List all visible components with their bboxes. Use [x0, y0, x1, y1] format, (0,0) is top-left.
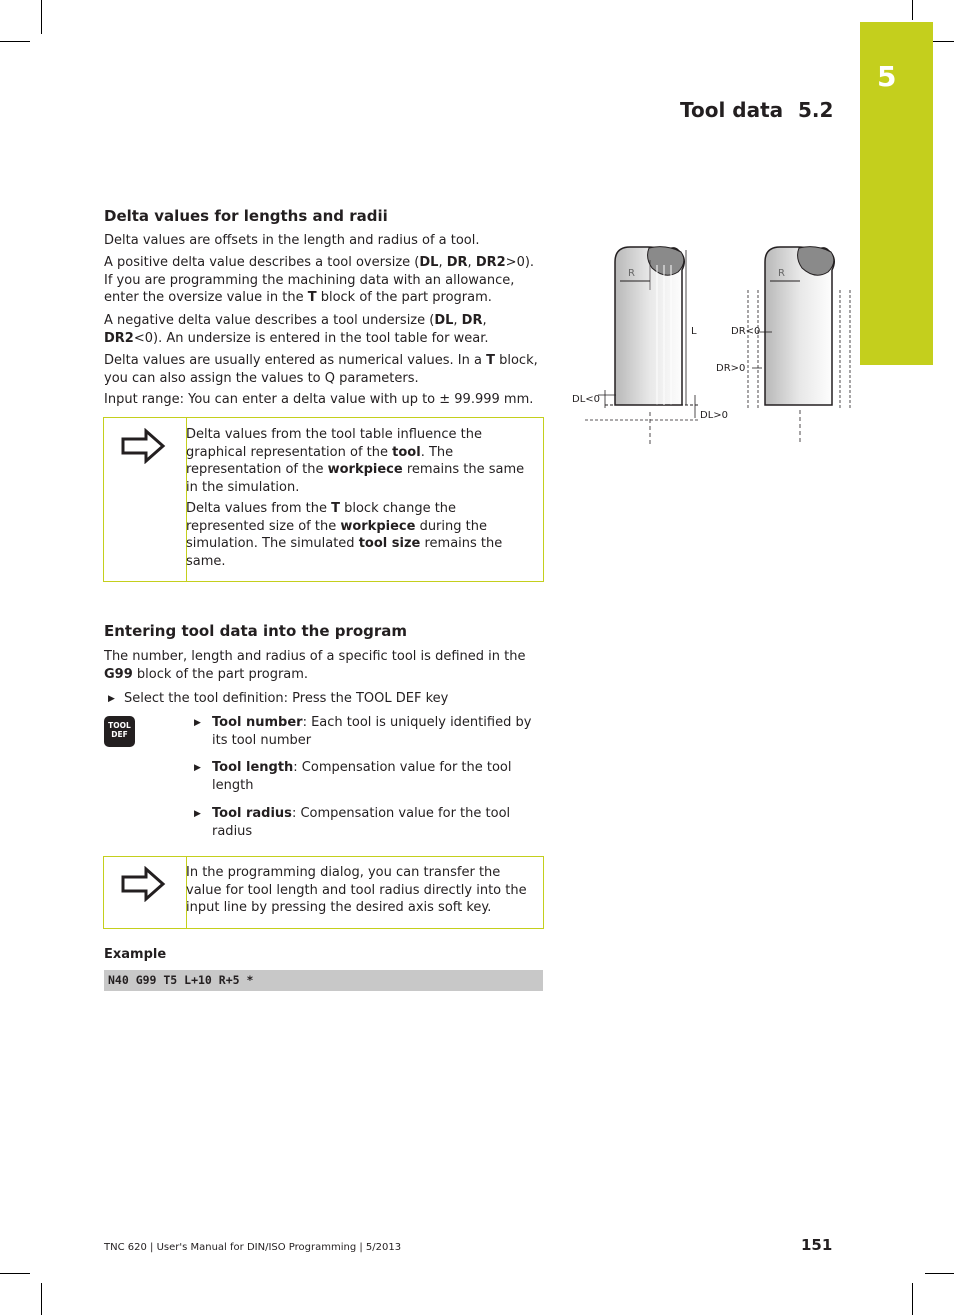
label-r-right: R [778, 268, 785, 279]
paragraph: The number, length and radius of a specific tool is defined in the G99 block of the part program. [104, 649, 526, 682]
delta-values-figure [565, 235, 855, 450]
label-r-left: R [628, 268, 635, 279]
chapter-number: 5 [877, 60, 897, 93]
note-box [103, 856, 544, 929]
item-arrow-icon: ▶ [194, 718, 201, 728]
item-arrow-icon: ▶ [194, 809, 201, 819]
tool-def-key-icon: TOOL DEF [104, 716, 135, 747]
page-number: 151 [801, 1236, 833, 1254]
label-l: L [691, 326, 697, 337]
paragraph: Input range: You can enter a delta value with up to ± 99.999 mm. [104, 392, 534, 407]
running-header-title: Tool data [680, 98, 784, 122]
crop-mark [41, 1283, 42, 1315]
note-text: In the programming dialog, you can transfer the value for tool length and tool radius directly into the input line by pressing the desired axis soft key. [186, 865, 527, 915]
section-heading-entering-tool-data: Entering tool data into the program [104, 622, 408, 640]
list-item: Tool length: Compensation value for the tool length [212, 760, 512, 793]
chapter-tab [860, 22, 933, 365]
step-instruction: Select the tool definition: Press the TOOL DEF key [124, 691, 449, 706]
running-header-section: 5.2 [798, 98, 834, 122]
label-dl-pos: DL>0 [700, 410, 729, 421]
code-example: N40 G99 T5 L+10 R+5 * [104, 970, 543, 991]
crop-mark [41, 0, 42, 34]
note-arrow-icon [120, 866, 166, 902]
note-arrow-icon [120, 428, 166, 464]
label-dr-pos: DR>0 [716, 363, 746, 374]
paragraph: Delta values are offsets in the length and radius of a tool. [104, 233, 480, 248]
list-item: Tool radius: Compensation value for the tool radius [212, 806, 511, 839]
section-heading-delta-values: Delta values for lengths and radii [104, 207, 388, 225]
example-label: Example [104, 947, 167, 962]
crop-mark [0, 41, 30, 42]
footer-text: TNC 620 | User's Manual for DIN/ISO Programming | 5/2013 [104, 1242, 402, 1253]
paragraph: A negative delta value describes a tool undersize (DL, DR, DR2<0). An undersize is entered in the tool table for wear. [104, 313, 489, 346]
note-text: Delta values from the tool table influence the graphical representation of the tool. The representation of the workpiece remains the same in the simulation. Delta values from the T block change the represented size of the workpiece during the simulation. The simulated tool size remains the same. [186, 427, 525, 569]
paragraph: A positive delta value describes a tool oversize (DL, DR, DR2>0). If you are programming the machining data with an allowance, enter the oversize value in the T block of the part program. [104, 255, 535, 305]
crop-mark [0, 1273, 30, 1274]
step-arrow-icon: ▶ [108, 694, 115, 704]
crop-mark [912, 0, 913, 20]
crop-mark [925, 1273, 954, 1274]
crop-mark [912, 1283, 913, 1315]
note-box [103, 417, 544, 582]
item-arrow-icon: ▶ [194, 763, 201, 773]
list-item: Tool number: Each tool is uniquely identified by its tool number [212, 715, 532, 748]
paragraph: Delta values are usually entered as numerical values. In a T block, you can also assign the values to Q parameters. [104, 353, 538, 386]
label-dl-neg: DL<0 [572, 394, 601, 405]
label-dr-neg: DR<0 [731, 326, 761, 337]
